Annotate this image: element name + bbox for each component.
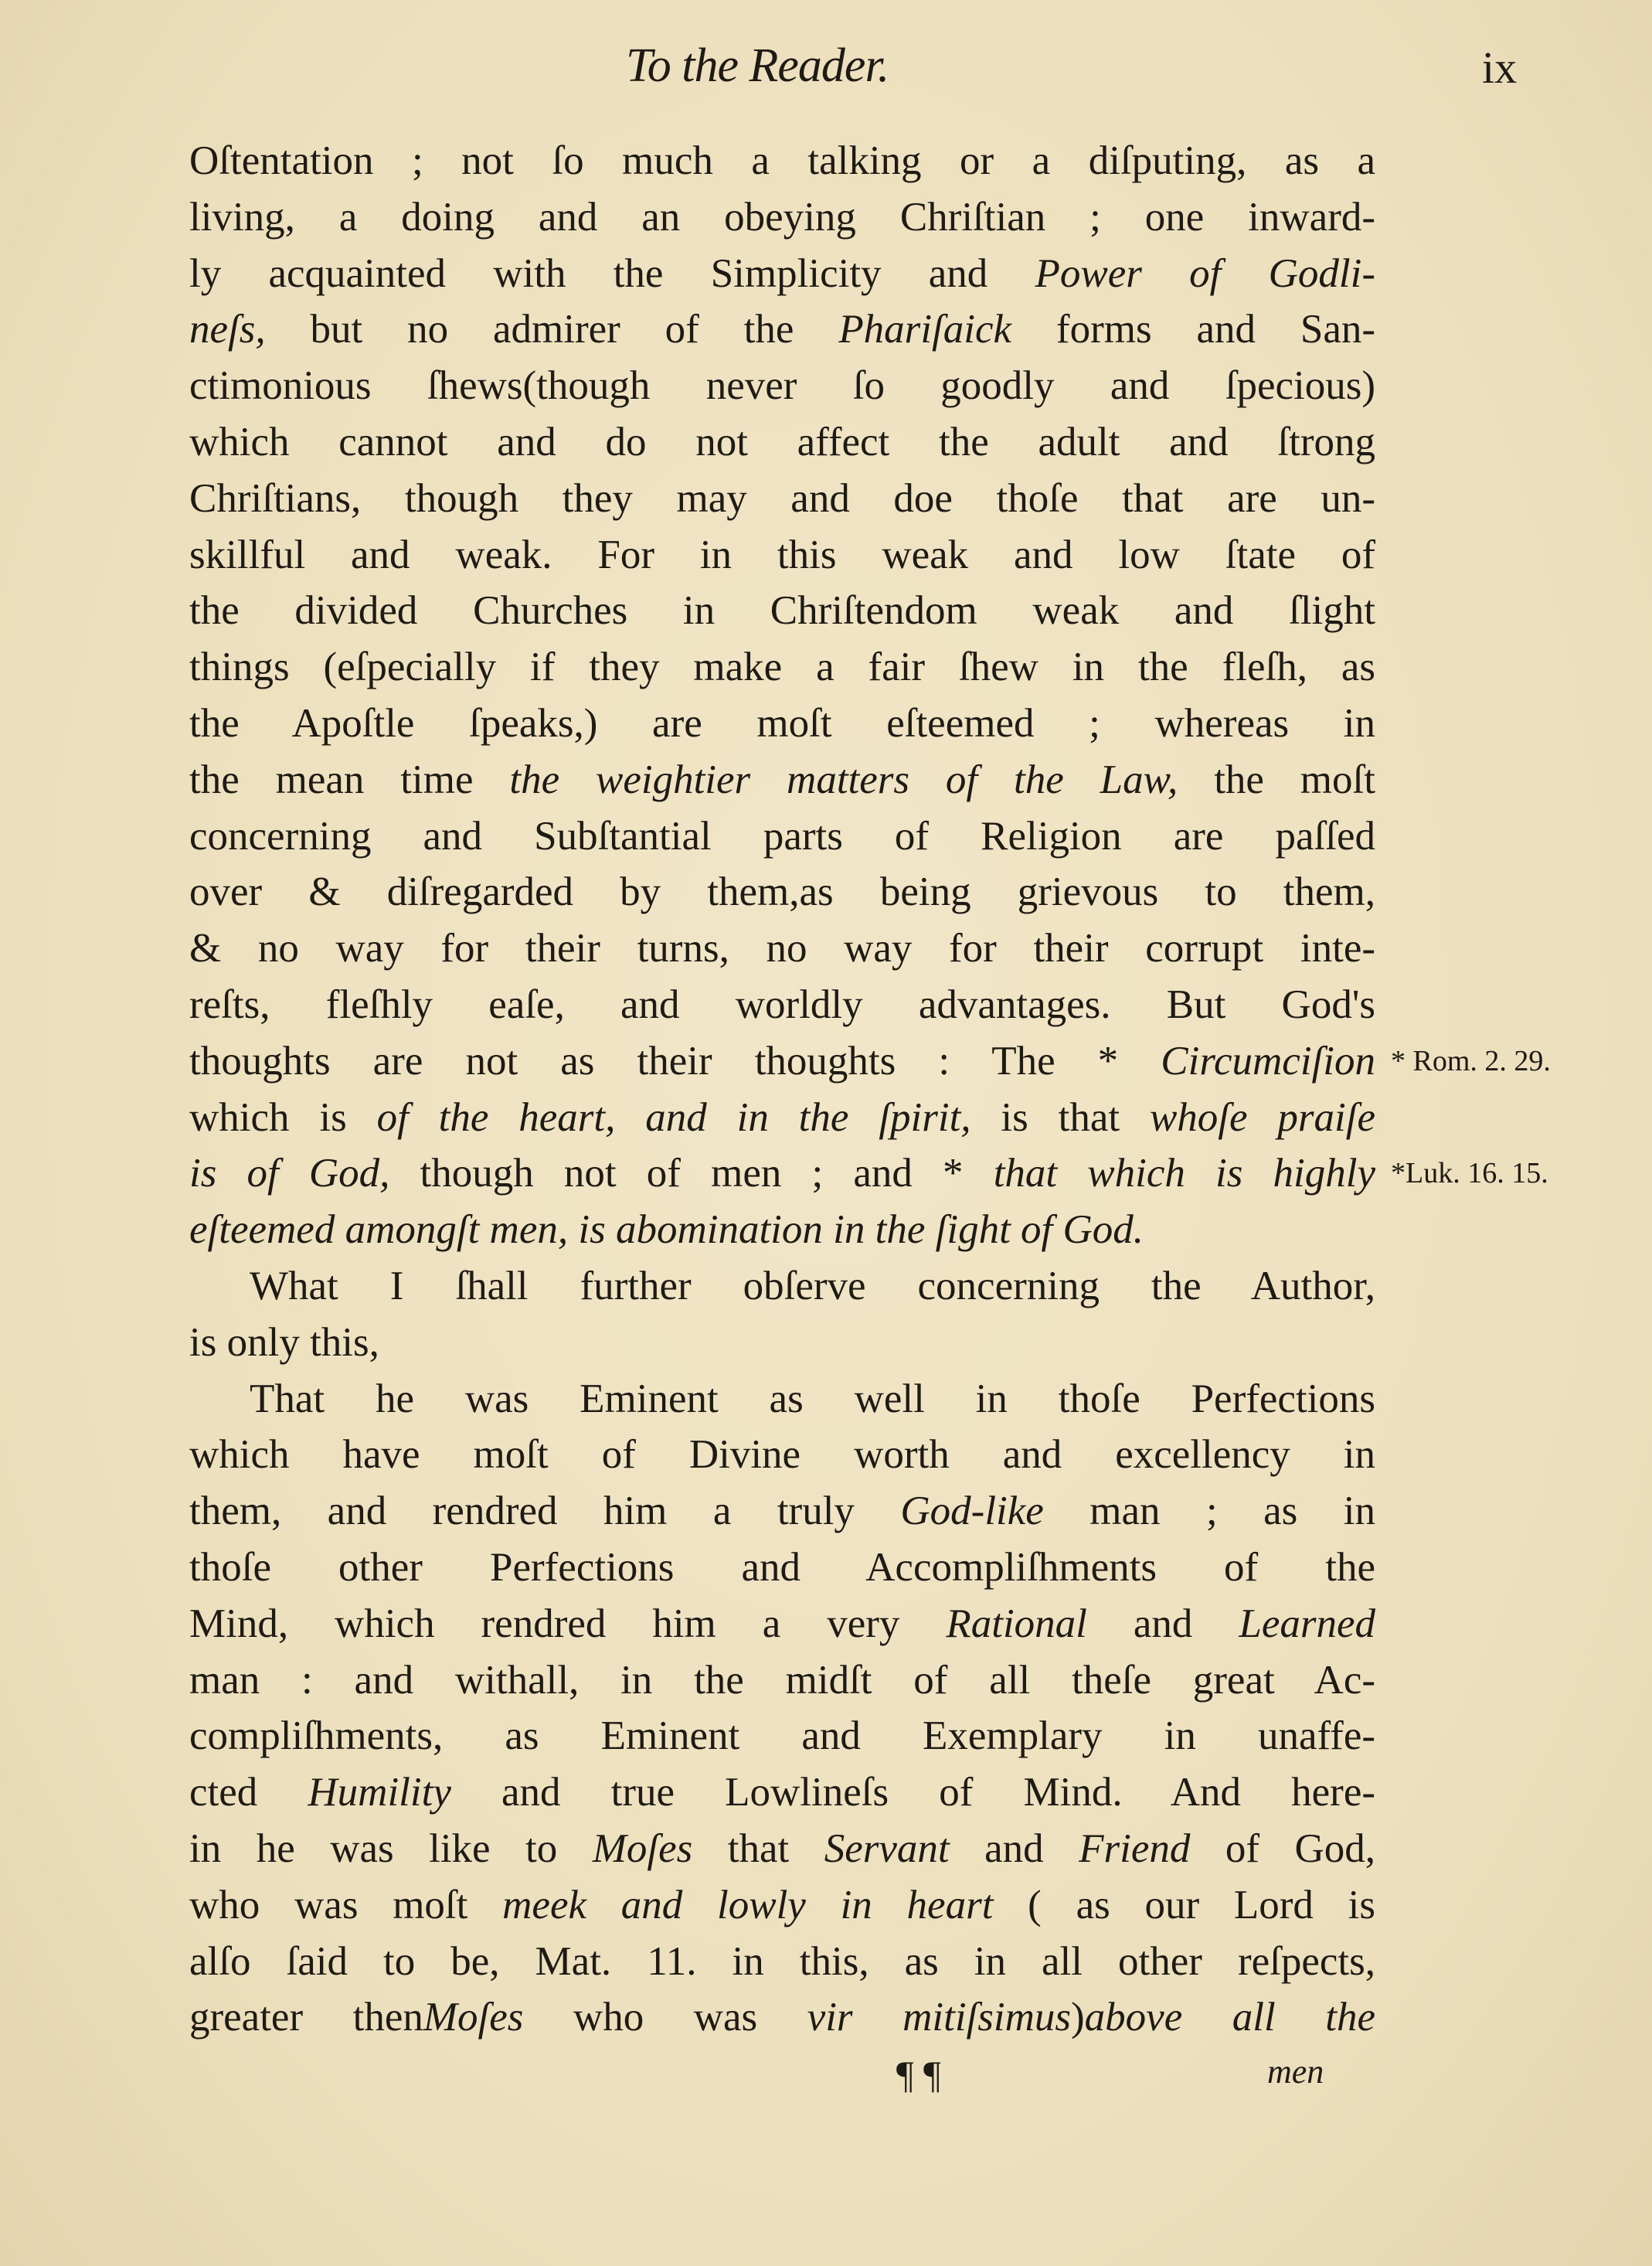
roman-text: them, and rendred him a truly xyxy=(189,1489,901,1534)
text-line xyxy=(189,1596,1375,1652)
italic-text: neſs, xyxy=(189,307,266,352)
roman-text: man : and withall, in the midſt of all theſe great Ac- xyxy=(189,1657,1375,1703)
italic-text: is of God, xyxy=(189,1151,390,1196)
text-line xyxy=(189,1371,1375,1427)
italic-text: whoſe praiſe xyxy=(1149,1094,1376,1140)
italic-text: Power of Godli- xyxy=(1035,250,1375,296)
roman-text: who was moſt xyxy=(189,1882,503,1927)
roman-text: alſo ſaid to be, Mat. 11. in this, as in all other reſpects, xyxy=(189,1938,1375,1984)
text-line xyxy=(189,583,1375,639)
text-line xyxy=(189,864,1375,920)
text-line xyxy=(189,189,1375,246)
roman-text: living, a doing and an obeying Chriſtian ; one inward- xyxy=(189,194,1375,240)
roman-text: thoughts are not as their thoughts : The * xyxy=(189,1038,1161,1084)
text-line xyxy=(189,808,1375,865)
page-number: ix xyxy=(1482,43,1518,93)
page-header xyxy=(0,39,1652,108)
roman-text: Mind, which rendred him a very xyxy=(189,1601,947,1646)
italic-text: Servant xyxy=(824,1825,950,1871)
text-line xyxy=(189,1877,1375,1934)
roman-text: skillful and weak. For in this weak and low ſtate of xyxy=(189,532,1375,577)
roman-text: concerning and Subſtantial parts of Religion are paſſed xyxy=(189,813,1375,859)
roman-text: ( as our Lord is xyxy=(993,1882,1376,1927)
roman-text: compliſhments, as Eminent and Exemplary in unaffe- xyxy=(189,1713,1375,1759)
roman-text: reſts, fleſhly eaſe, and worldly advantages. But God's xyxy=(189,982,1375,1027)
roman-text: ) xyxy=(1071,1995,1085,2040)
roman-text: and true Lowlineſs of Mind. And here- xyxy=(450,1770,1375,1815)
italic-text: eſteemed amongſt men, is abomination in the ſight of God. xyxy=(189,1207,1144,1253)
roman-text: who was xyxy=(523,1995,807,2040)
italic-text: Rational xyxy=(946,1601,1087,1646)
text-line xyxy=(189,977,1375,1033)
text-line xyxy=(189,1427,1375,1483)
text-line xyxy=(189,696,1375,752)
text-line xyxy=(189,414,1375,471)
marginal-reference: *Luk. 16. 15. xyxy=(1391,1157,1548,1190)
roman-text: ctimonious ſhews(though never ſo goodly and ſpecious) xyxy=(189,363,1375,409)
italic-text: vir mitiſsimus xyxy=(807,1995,1072,2040)
roman-text: the moſt xyxy=(1178,757,1375,802)
italic-text: meek and lowly in heart xyxy=(502,1882,994,1927)
roman-text: & no way for their turns, no way for their corrupt inte- xyxy=(189,926,1375,971)
roman-text: which is xyxy=(189,1094,377,1140)
roman-text: thoſe other Perfections and Accompliſhments of the xyxy=(189,1544,1375,1590)
italic-text: God-like xyxy=(900,1489,1044,1534)
roman-text: but no admirer of the xyxy=(265,307,839,352)
roman-text: though not of men ; and * xyxy=(389,1151,994,1196)
roman-text: is that xyxy=(970,1094,1150,1140)
roman-text: the Apoſtle ſpeaks,) are moſt eſteemed ; whereas in xyxy=(189,700,1375,746)
text-line xyxy=(189,1708,1375,1764)
roman-text: is only this, xyxy=(189,1319,379,1365)
italic-text: that which is highly xyxy=(993,1151,1376,1196)
roman-text: forms and San- xyxy=(1011,307,1375,352)
roman-text: things (eſpecially if they make a fair ſhew in the fleſh, as xyxy=(189,645,1375,690)
text-line xyxy=(189,358,1375,414)
roman-text: the mean time xyxy=(189,757,510,802)
italic-text: Phariſaick xyxy=(838,307,1012,352)
italic-text: above all the xyxy=(1084,1995,1375,2040)
italic-text: of the heart, and in the ſpirit, xyxy=(376,1094,971,1140)
roman-text: greater then xyxy=(189,1995,423,2040)
text-line xyxy=(189,1652,1375,1709)
text-line xyxy=(189,1145,1548,1202)
text-line xyxy=(189,752,1375,808)
italic-text: Humility xyxy=(308,1770,451,1815)
signature-mark: ¶ ¶ xyxy=(896,2053,941,2096)
roman-text: That he was Eminent as well in thoſe Perfections xyxy=(250,1376,1375,1421)
roman-text: that xyxy=(692,1825,824,1871)
roman-text: ly acquainted with the Simplicity and xyxy=(189,250,1035,296)
roman-text: Oſtentation ; not ſo much a talking or a diſputing, as a xyxy=(189,138,1375,183)
text-line xyxy=(189,527,1375,584)
text-line xyxy=(189,1315,1375,1371)
text-line xyxy=(189,301,1375,358)
roman-text: and xyxy=(949,1825,1079,1871)
text-line xyxy=(189,471,1375,527)
roman-text: cted xyxy=(189,1770,308,1815)
italic-text: Moſes xyxy=(592,1825,693,1871)
text-line xyxy=(189,1821,1375,1877)
roman-text: Chriſtians, though they may and doe thoſe that are un- xyxy=(189,475,1375,521)
page-footer xyxy=(0,2052,1652,2114)
text-line xyxy=(189,639,1375,696)
roman-text: over & diſregarded by them,as being grievous to them, xyxy=(189,869,1375,915)
text-line xyxy=(189,1483,1375,1540)
italic-text: Friend xyxy=(1079,1825,1191,1871)
text-line xyxy=(189,133,1375,189)
roman-text: the divided Churches in Chriſtendom weak and ſlight xyxy=(189,588,1375,634)
text-line xyxy=(189,246,1375,302)
roman-text: man ; as in xyxy=(1043,1489,1375,1534)
roman-text: of God, xyxy=(1190,1825,1376,1871)
text-line xyxy=(189,1764,1375,1821)
italic-text: Learned xyxy=(1239,1601,1375,1646)
body-text xyxy=(189,133,1551,2046)
text-line xyxy=(189,1540,1375,1596)
roman-text: What I ſhall further obſerve concerning the Author, xyxy=(250,1263,1375,1308)
text-line xyxy=(189,1989,1375,2046)
roman-text: and xyxy=(1086,1601,1239,1646)
marginal-reference: * Rom. 2. 29. xyxy=(1391,1044,1551,1077)
italic-text: Circumciſion xyxy=(1161,1038,1375,1084)
italic-text: the weightier matters of the Law, xyxy=(509,757,1178,802)
roman-text: which cannot and do not affect the adult and ſtrong xyxy=(189,419,1375,464)
text-line xyxy=(189,1033,1551,1090)
running-title: To the Reader. xyxy=(626,39,889,92)
catchword: men xyxy=(1267,2053,1324,2091)
roman-text: in he was like to xyxy=(189,1825,593,1871)
text-line xyxy=(189,1258,1375,1315)
roman-text: which have moſt of Divine worth and excellency in xyxy=(189,1432,1375,1478)
text-line xyxy=(189,1090,1375,1146)
text-line xyxy=(189,1202,1375,1258)
text-line xyxy=(189,1934,1375,1990)
italic-text: Moſes xyxy=(423,1995,524,2040)
text-line xyxy=(189,920,1375,977)
